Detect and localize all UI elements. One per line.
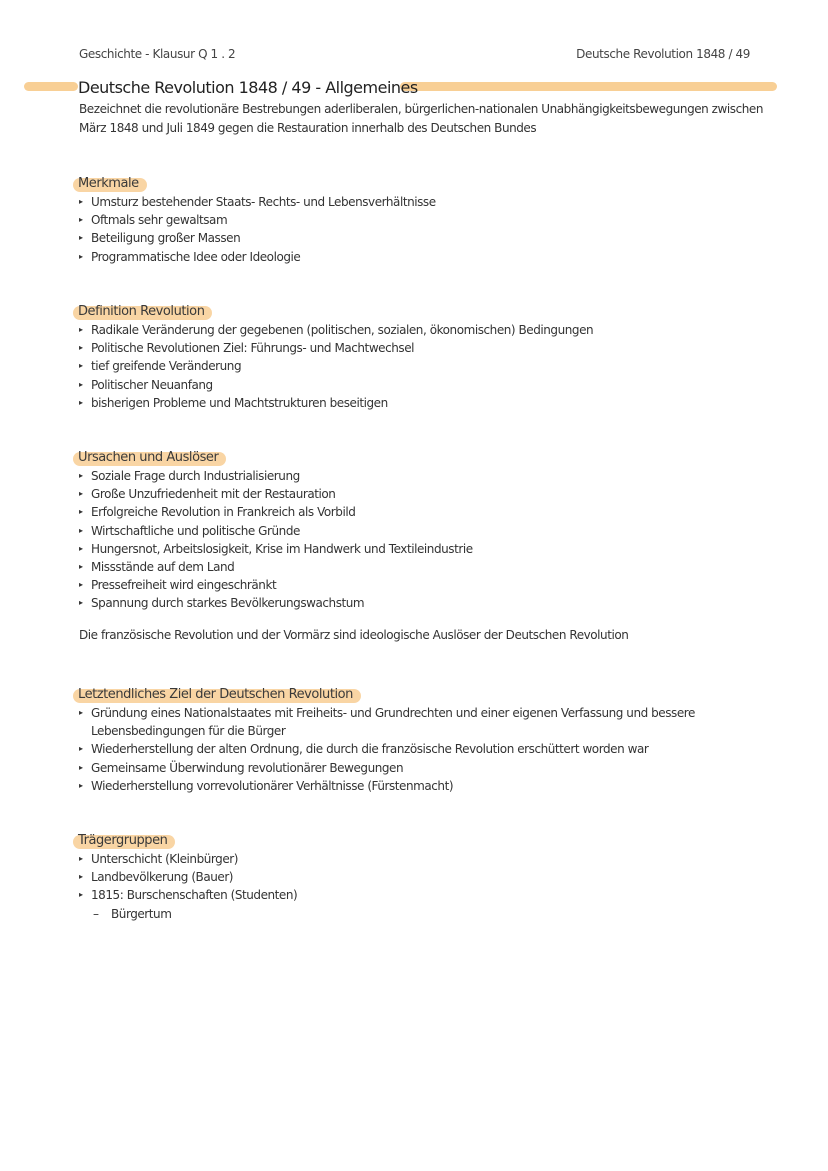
list-item: ▸ Wiederherstellung der alten Ordnung, die durch die französische Revolution erschüttert worden war (79, 740, 772, 758)
merkmale-list (72, 193, 772, 266)
section-ziel (72, 683, 772, 795)
title-highlight-right (400, 82, 777, 91)
list-item: ▸ Pressefreiheit wird eingeschränkt (79, 576, 772, 594)
section-merkmale (72, 172, 772, 266)
list-item: ▸ Unterschicht (Kleinbürger) (79, 850, 772, 868)
definition-list (72, 321, 772, 412)
traeger-list (72, 850, 772, 923)
header-right: Deutsche Revolution 1848 / 49 (576, 47, 750, 61)
section-heading-traeger: Trägergruppen (72, 832, 175, 850)
list-item: ▸ Radikale Veränderung der gegebenen (politischen, sozialen, ökonomischen) Bedingungen (79, 321, 772, 339)
section-heading-definition: Definition Revolution (72, 303, 212, 321)
section-heading-ziel: Letztendliches Ziel der Deutschen Revolution (72, 686, 361, 704)
list-item: ▸ Erfolgreiche Revolution in Frankreich als Vorbild (79, 503, 772, 521)
ziel-list (72, 704, 772, 795)
list-item: ▸ bisherigen Probleme und Machtstrukturen beseitigen (79, 394, 772, 412)
intro-text: Bezeichnet die revolutionäre Bestrebungen aderliberalen, bürgerlichen-nationalen Unabhängigkeitsbewegungen zwischen März 1848 und Juli 1849 gegen die Restauration innerhalb des Deutschen Bundes (79, 102, 763, 135)
section-definition (72, 300, 772, 412)
header-left: Geschichte - Klausur Q 1 . 2 (79, 47, 236, 61)
ursachen-note: Die französische Revolution und der Vormärz sind ideologische Auslöser der Deutschen Revolution (79, 628, 629, 642)
page-title: Deutsche Revolution 1848 / 49 - Allgemeines (78, 78, 418, 97)
section-traeger (72, 829, 772, 923)
list-item: ▸ Gemeinsame Überwindung revolutionärer Bewegungen (79, 759, 772, 777)
list-item: ▸ Politischer Neuanfang (79, 376, 772, 394)
list-item: ▸ Gründung eines Nationalstaates mit Freiheits- und Grundrechten und einer eigenen Verfassung und bessere Lebensbedingungen für die Bürger (79, 704, 701, 740)
list-item: ▸ Oftmals sehr gewaltsam (79, 211, 772, 229)
list-item: ▸ Spannung durch starkes Bevölkerungswachstum (79, 594, 772, 612)
list-item: ▸ Politische Revolutionen Ziel: Führungs- und Machtwechsel (79, 339, 772, 357)
list-item: ▸ Soziale Frage durch Industrialisierung (79, 467, 772, 485)
section-ursachen (72, 446, 772, 613)
list-item: ▸ Landbevölkerung (Bauer) (79, 868, 772, 886)
list-item: ▸ Große Unzufriedenheit mit der Restauration (79, 485, 772, 503)
list-item: ▸ Hungersnot, Arbeitslosigkeit, Krise im Handwerk und Textileindustrie (79, 540, 772, 558)
list-item: ▸ tief greifende Veränderung (79, 357, 772, 375)
list-item: ▸ Umsturz bestehender Staats- Rechts- und Lebensverhältnisse (79, 193, 772, 211)
list-item: ▸ Programmatische Idee oder Ideologie (79, 248, 772, 266)
section-heading-ursachen: Ursachen und Auslöser (72, 449, 226, 467)
list-item: ▸ Beteiligung großer Massen (79, 229, 772, 247)
list-item: ▸ Wirtschaftliche und politische Gründe (79, 522, 772, 540)
list-item: ▸ 1815: Burschenschaften (Studenten) (79, 886, 772, 904)
section-heading-merkmale: Merkmale (72, 175, 147, 193)
sub-list-item: – Bürgertum (79, 905, 772, 923)
ursachen-list (72, 467, 772, 613)
list-item: ▸ Missstände auf dem Land (79, 558, 772, 576)
title-highlight-left (24, 82, 78, 91)
list-item: ▸ Wiederherstellung vorrevolutionärer Verhältnisse (Fürstenmacht) (79, 777, 772, 795)
